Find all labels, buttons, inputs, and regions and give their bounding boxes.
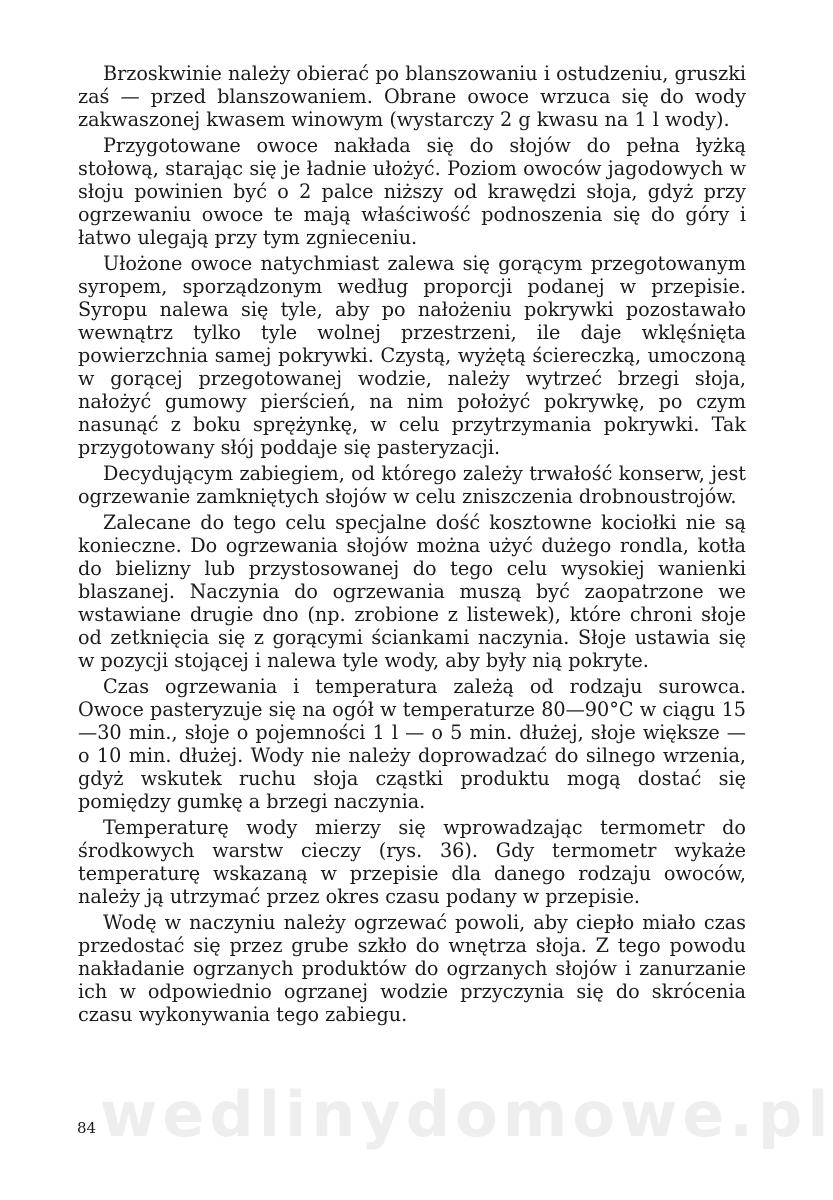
paragraph-5: Zalecane do tego celu specjalne dość kosztowne kociołki nie są konieczne. Do ogrzewania słojów można użyć dużego rondla, kotła do bielizny lub przystosowanej do tego celu wysokiej wanienki blaszanej. Naczynia do ogrzewania muszą być zaopatrzone we wstawiane drugie dno (np. zrobione z listewek), które chroni słoje od zetknięcia się z gorącymi ściankami naczynia. Słoje ustawia się w pozycji stojącej i nalewa tyle wody, aby były nią pokryte. [78,511,746,672]
paragraph-7: Temperaturę wody mierzy się wprowadzając termometr do środkowych warstw cieczy (rys. 36). Gdy termometr wykaże temperaturę wskazaną w przepisie dla danego rodzaju owoców, należy ją utrzymać przez okres czasu podany w przepisie. [78,816,746,908]
paragraph-6: Czas ogrzewania i temperatura zależą od rodzaju surowca. Owoce pasteryzuje się na ogół w temperaturze 80—90°C w ciągu 15—30 min., słoje o pojemności 1 l — o 5 min. dłużej, słoje większe — o 10 min. dłużej. Wody nie należy doprowadzać do silnego wrzenia, gdyż wskutek ruchu słoja cząstki produktu mogą dostać się pomiędzy gumkę a brzegi naczynia. [78,675,746,813]
paragraph-8: Wodę w naczyniu należy ogrzewać powoli, aby ciepło miało czas przedostać się przez grube szkło do wnętrza słoja. Z tego powodu nakładanie ogrzanych produktów do ogrzanych słojów i zanurzanie ich w odpowiednio ogrzanej wodzie przyczynia się do skrócenia czasu wykonywania tego zabiegu. [78,911,746,1026]
paragraph-1: Brzoskwinie należy obierać po blanszowaniu i ostudzeniu, gruszki zaś — przed blanszowaniem. Obrane owoce wrzuca się do wody zakwaszonej kwasem winowym (wystarczy 2 g kwasu na 1 l wody). [78,62,746,131]
watermark: wedlinydomowe.pl [100,1078,833,1151]
paragraph-2: Przygotowane owoce nakłada się do słojów do pełna łyżką stołową, starając się je ładnie ułożyć. Poziom owoców jagodowych w słoju powinien być o 2 palce niższy od krawędzi słoja, gdyż przy ogrzewaniu owoce te mają właściwość podnoszenia się do góry i łatwo ulegają przy tym zgnieceniu. [78,134,746,249]
page-number: 84 [77,1119,97,1137]
body-text [78,62,746,1029]
paragraph-3: Ułożone owoce natychmiast zalewa się gorącym przegotowanym syropem, sporządzonym według proporcji podanej w przepisie. Syropu nalewa się tyle, aby po nałożeniu pokrywki pozostawało wewnątrz tylko tyle wolnej przestrzeni, ile daje wklęśnięta powierzchnia samej pokrywki. Czystą, wyżętą ściereczką, umoczoną w gorącej przegotowanej wodzie, należy wytrzeć brzegi słoja, nałożyć gumowy pierścień, na nim położyć pokrywkę, po czym nasunąć z boku sprężynkę, w celu przytrzymania pokrywki. Tak przygotowany słój poddaje się pasteryzacji. [78,252,746,459]
paragraph-4: Decydującym zabiegiem, od którego zależy trwałość konserw, jest ogrzewanie zamkniętych słojów w celu zniszczenia drobnoustrojów. [78,462,746,508]
